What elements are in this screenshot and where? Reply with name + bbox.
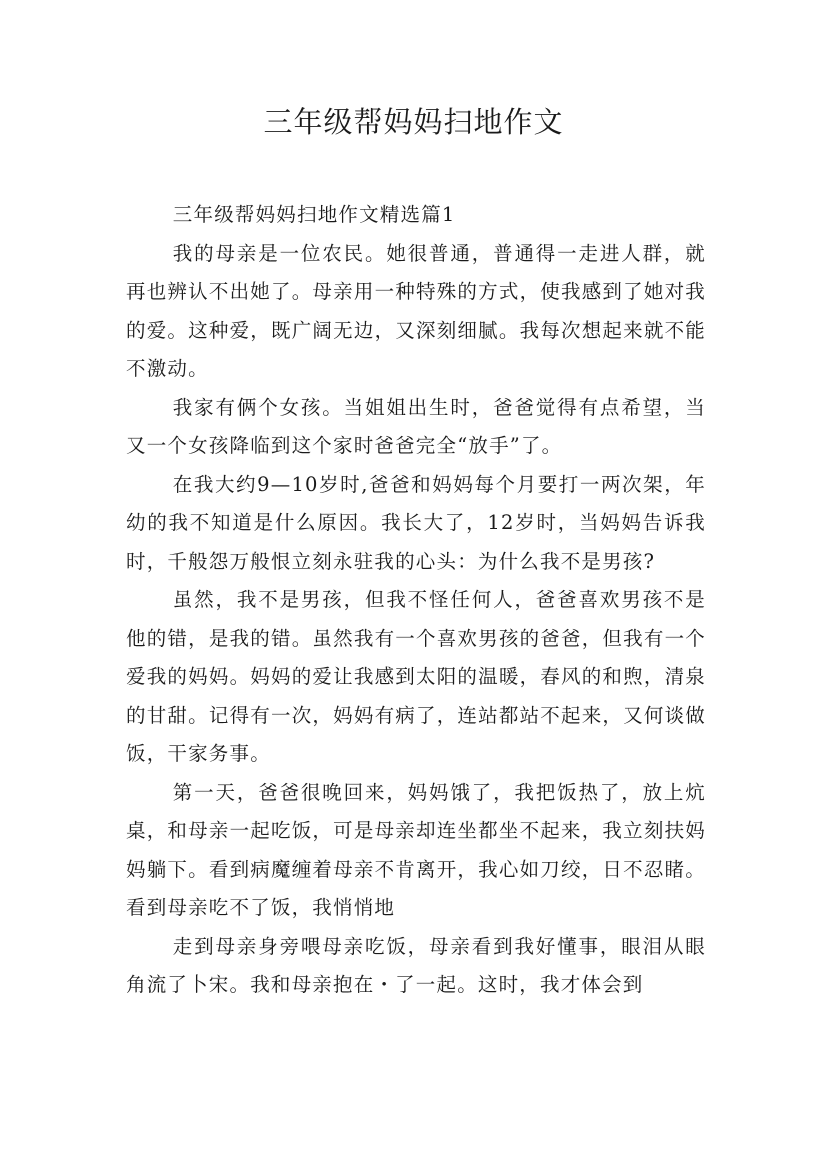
paragraph: 第一天，爸爸很晚回来，妈妈饿了，我把饭热了，放上炕桌，和母亲一起吃饭，可是母亲却连坐都坐不起来，我立刻扶妈妈躺下。看到病魔缠着母亲不肯离开，我心如刀绞，日不忍睹。看到母亲吃不了饭，我悄悄地 [126, 780, 706, 919]
document-body [126, 196, 706, 1005]
paragraph: 走到母亲身旁喂母亲吃饭，母亲看到我好懂事，眼泪从眼角流了卜宋。我和母亲抱在・了一起。这时，我才体会到 [126, 934, 706, 996]
section-heading: 三年级帮妈妈扫地作文精选篇1 [172, 203, 456, 226]
paragraph: 我的母亲是一位农民。她很普通，普通得一走进人群，就再也辨认不出她了。母亲用一种特殊的方式，使我感到了她对我的爱。这种爱，既广阔无边，又深刻细腻。我每次想起来就不能不激动。 [126, 241, 706, 380]
paragraph: 虽然，我不是男孩，但我不怪任何人，爸爸喜欢男孩不是他的错，是我的错。虽然我有一个喜欢男孩的爸爸，但我有一个爱我的妈妈。妈妈的爱让我感到太阳的温暖，春风的和煦，清泉的甘甜。记得有一次，妈妈有病了，连站都站不起来，又何谈做饭，干家务事。 [126, 588, 706, 765]
document-title: 三年级帮妈妈扫地作文 [263, 105, 564, 139]
paragraph: 在我大约9—10岁时,爸爸和妈妈每个月要打一两次架，年幼的我不知道是什么原因。我长大了，12岁时，当妈妈告诉我时，千般怨万般恨立刻永驻我的心头：为什么我不是男孩? [126, 472, 706, 573]
paragraph: 我家有俩个女孩。当姐姐出生时，爸爸觉得有点希望，当又一个女孩降临到这个家时爸爸完全“放手”了。 [126, 395, 706, 457]
